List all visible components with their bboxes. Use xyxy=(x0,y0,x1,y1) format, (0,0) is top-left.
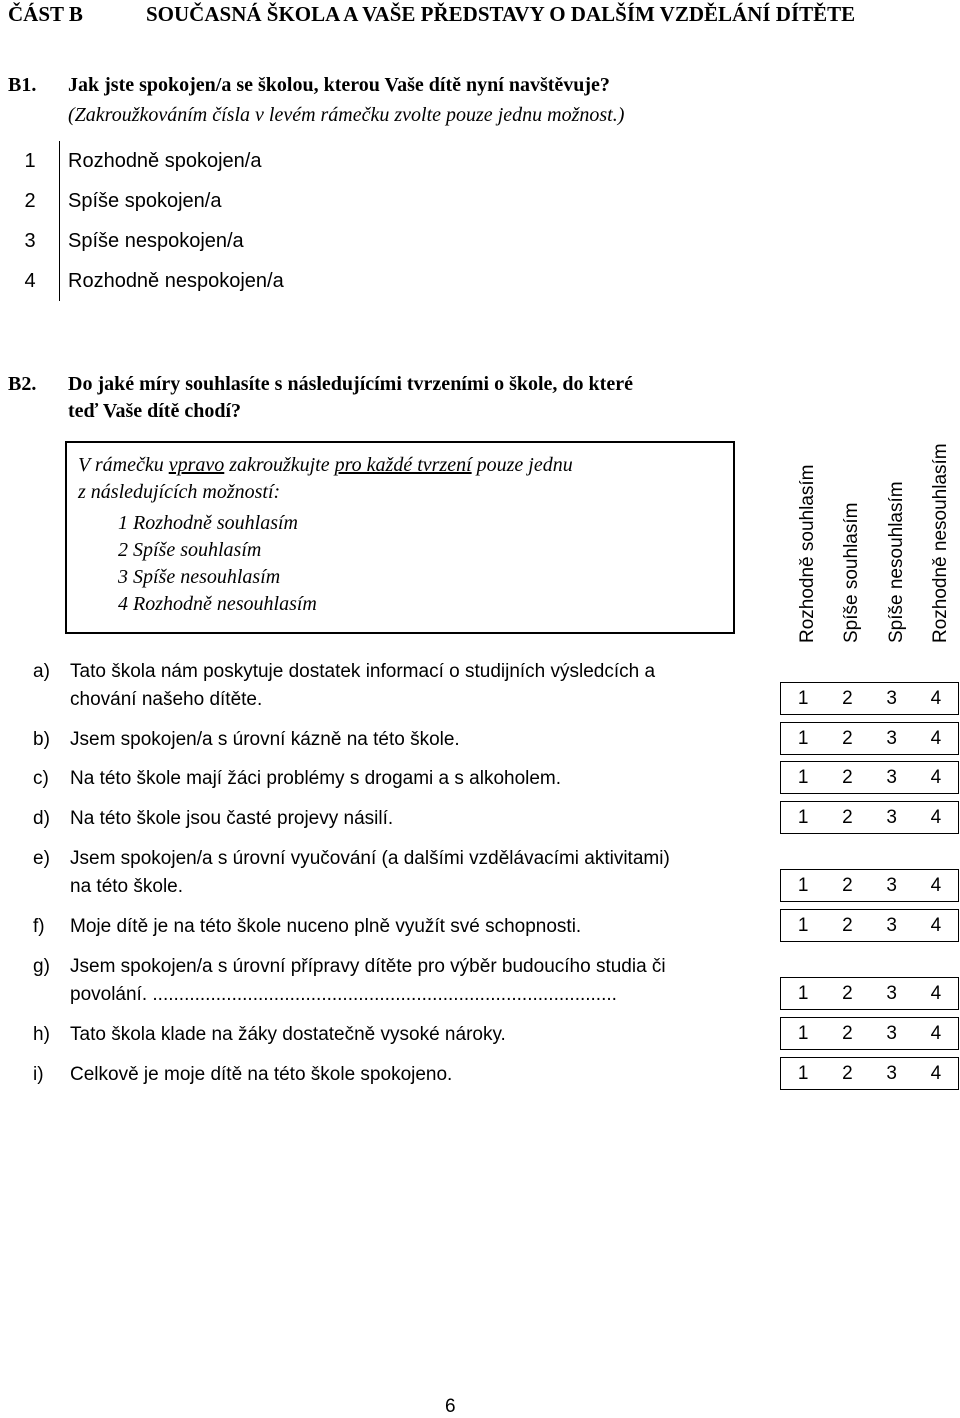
statement-b-line1: Jsem spokojen/a s úrovní kázně na této škole. xyxy=(70,729,460,750)
statement-d-option-4[interactable]: 4 xyxy=(930,806,942,828)
statement-f-option-2[interactable]: 2 xyxy=(842,914,853,936)
statement-i-option-1[interactable]: 1 xyxy=(797,1062,809,1084)
b1-option-1-number[interactable]: 1 xyxy=(24,150,36,172)
instruction-line2: z následujících možností: xyxy=(78,481,281,503)
statement-g-option-2[interactable]: 2 xyxy=(842,982,853,1004)
statement-g-option-1[interactable]: 1 xyxy=(797,982,809,1004)
statement-b-answer xyxy=(780,722,959,755)
statement-d-option-2[interactable]: 2 xyxy=(842,806,853,828)
statement-a-option-4[interactable]: 4 xyxy=(930,687,942,709)
b1-option-1-label: Rozhodně spokojen/a xyxy=(68,150,262,172)
statement-h-option-2[interactable]: 2 xyxy=(842,1022,853,1044)
statement-g-letter: g) xyxy=(33,956,50,977)
statement-i-answer xyxy=(780,1057,959,1090)
b1-option-3-number[interactable]: 3 xyxy=(24,230,36,252)
statement-e-option-1[interactable]: 1 xyxy=(797,874,809,896)
statement-i-letter: i) xyxy=(33,1064,44,1085)
b1-option-3-label: Spíše nespokojen/a xyxy=(68,230,244,252)
b1-option-2-label: Spíše spokojen/a xyxy=(68,190,222,212)
statement-e-answer xyxy=(780,869,959,902)
scale-item-2: 2 Spíše souhlasím xyxy=(118,539,262,561)
statement-i-line1: Celkově je moje dítě na této škole spokojeno. xyxy=(70,1064,453,1085)
statement-g-option-4[interactable]: 4 xyxy=(930,982,942,1004)
statement-c-letter: c) xyxy=(33,768,49,789)
statement-c-answer xyxy=(780,761,959,794)
b2-question-line1: Do jaké míry souhlasíte s následujícími tvrzeními o škole, do které xyxy=(68,373,633,395)
scale-item-1: 1 Rozhodně souhlasím xyxy=(118,512,298,534)
statement-d-answer xyxy=(780,801,959,834)
statement-b-option-1[interactable]: 1 xyxy=(797,727,809,749)
statement-b-option-3[interactable]: 3 xyxy=(886,727,897,749)
statement-e-option-4[interactable]: 4 xyxy=(930,874,942,896)
statement-h-option-4[interactable]: 4 xyxy=(930,1022,942,1044)
statement-i-option-2[interactable]: 2 xyxy=(842,1062,853,1084)
statement-a-line2: chování našeho dítěte. xyxy=(70,689,263,710)
statement-d-option-1[interactable]: 1 xyxy=(797,806,809,828)
b2-question-line2: teď Vaše dítě chodí? xyxy=(68,400,242,422)
statement-c-option-2[interactable]: 2 xyxy=(842,766,853,788)
statement-a-letter: a) xyxy=(33,661,50,682)
b1-option-4-label: Rozhodně nespokojen/a xyxy=(68,270,284,292)
statement-a-option-1[interactable]: 1 xyxy=(797,687,809,709)
b1-question: Jak jste spokojen/a se školou, kterou Vaše dítě nyní navštěvuje? xyxy=(68,74,610,96)
statement-h-line1: Tato škola klade na žáky dostatečně vysoké nároky. xyxy=(70,1024,506,1045)
statement-f-option-4[interactable]: 4 xyxy=(930,914,942,936)
statement-i-option-4[interactable]: 4 xyxy=(930,1062,942,1084)
statement-c-line1: Na této škole mají žáci problémy s drogami a s alkoholem. xyxy=(70,768,562,789)
statement-a-line1: Tato škola nám poskytuje dostatek informací o studijních výsledcích a xyxy=(70,661,656,682)
b2-number: B2. xyxy=(8,373,37,395)
column-header-2: Spíše souhlasím xyxy=(841,502,862,643)
part-label: ČÁST B xyxy=(8,2,83,26)
statement-f-letter: f) xyxy=(33,916,45,937)
statement-c-option-3[interactable]: 3 xyxy=(886,766,897,788)
statement-b-option-4[interactable]: 4 xyxy=(930,727,942,749)
part-title: SOUČASNÁ ŠKOLA A VAŠE PŘEDSTAVY O DALŠÍM VZDĚLÁNÍ DÍTĚTE xyxy=(146,2,856,26)
statement-g-line1: Jsem spokojen/a s úrovní přípravy dítěte pro výběr budoucího studia či xyxy=(70,956,666,977)
statement-e-line1: Jsem spokojen/a s úrovní vyučování (a dalšími vzdělávacími aktivitami) xyxy=(70,848,670,869)
instruction-line1: V rámečku vpravo zakroužkujte pro každé tvrzení pouze jednu xyxy=(78,454,573,476)
statement-f-line1: Moje dítě je na této škole nuceno plně využít své schopnosti. xyxy=(70,916,582,937)
statement-f-answer xyxy=(780,909,959,942)
column-header-4: Rozhodně nesouhlasím xyxy=(930,443,951,643)
statement-e-letter: e) xyxy=(33,848,50,869)
statement-d-option-3[interactable]: 3 xyxy=(886,806,897,828)
statement-a-option-2[interactable]: 2 xyxy=(842,687,853,709)
statement-f-option-3[interactable]: 3 xyxy=(886,914,897,936)
statement-c-option-1[interactable]: 1 xyxy=(797,766,809,788)
b1-option-4-number[interactable]: 4 xyxy=(24,270,36,292)
statement-e-line2: na této škole. xyxy=(70,876,184,897)
statement-b-option-2[interactable]: 2 xyxy=(842,727,853,749)
column-header-3: Spíše nesouhlasím xyxy=(886,481,907,643)
scale-item-3: 3 Spíše nesouhlasím xyxy=(118,566,281,588)
statement-a-answer xyxy=(780,682,959,715)
statement-g-answer xyxy=(780,977,959,1010)
statement-c-option-4[interactable]: 4 xyxy=(930,766,942,788)
statement-i-option-3[interactable]: 3 xyxy=(886,1062,897,1084)
statement-d-letter: d) xyxy=(33,808,50,829)
statement-h-option-3[interactable]: 3 xyxy=(886,1022,897,1044)
statement-g-option-3[interactable]: 3 xyxy=(886,982,897,1004)
statement-a-option-3[interactable]: 3 xyxy=(886,687,897,709)
statement-h-answer xyxy=(780,1017,959,1050)
b1-number: B1. xyxy=(8,74,37,96)
statement-e-option-2[interactable]: 2 xyxy=(842,874,853,896)
b1-option-2-number[interactable]: 2 xyxy=(24,190,36,212)
statement-f-option-1[interactable]: 1 xyxy=(797,914,809,936)
statement-b-letter: b) xyxy=(33,729,50,750)
page-number: 6 xyxy=(445,1396,456,1417)
b1-instruction: (Zakroužkováním čísla v levém rámečku zvolte pouze jednu možnost.) xyxy=(68,104,625,126)
column-header-1: Rozhodně souhlasím xyxy=(797,464,818,643)
b1-option-numbers xyxy=(1,141,60,301)
statement-e-option-3[interactable]: 3 xyxy=(886,874,897,896)
scale-item-4: 4 Rozhodně nesouhlasím xyxy=(118,593,317,615)
instruction-box xyxy=(65,441,735,634)
statement-h-option-1[interactable]: 1 xyxy=(797,1022,809,1044)
statement-h-letter: h) xyxy=(33,1024,50,1045)
statement-g-line2: povolání. ........................................................................................ xyxy=(70,984,617,1005)
statement-d-line1: Na této škole jsou časté projevy násilí. xyxy=(70,808,394,829)
